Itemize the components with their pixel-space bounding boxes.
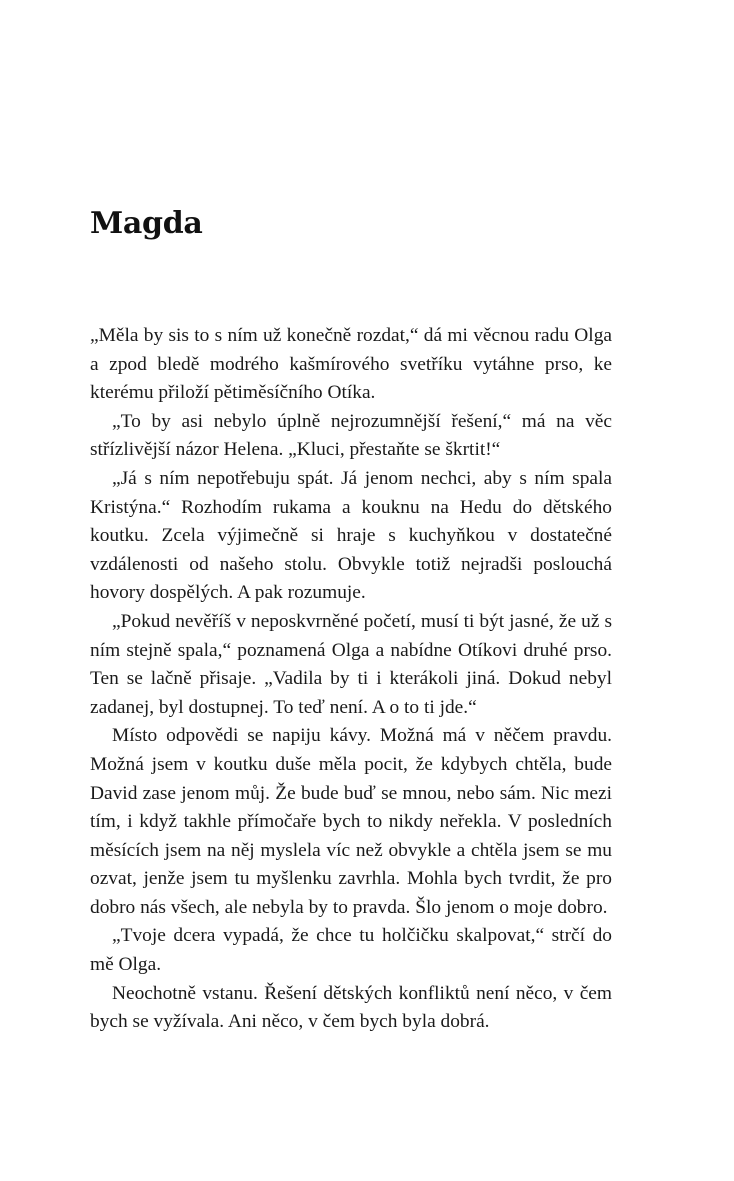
paragraph: „Tvoje dcera vypadá, že chce tu holčičku skalpovat,“ strčí do mě Olga. — [90, 925, 612, 976]
paragraph: „Pokud nevěříš v neposkvrněné početí, musí ti být jasné, že už s ním stejně spala,“ poznamená Olga a nabídne Otíkovi druhé prso. Ten se lačně přisaje. „Vadila by ti i kterákoli jiná. Dokud nebyl zadanej, byl dostupnej. To teď není. A o to ti jde.“ — [90, 610, 612, 718]
paragraph: „Měla by sis to s ním už konečně rozdat,“ dá mi věcnou radu Olga a zpod bledě modrého kašmírového svetříku vytáhne prso, ke kterému přiloží pětiměsíčního Otíka. — [90, 325, 612, 404]
paragraph: „Já s ním nepotřebuju spát. Já jenom nechci, aby s ním spala Kristýna.“ Rozhodím rukama a kouknu na Hedu do dětského koutku. Zcela výjimečně si hraje s kuchyňkou v dostatečné vzdálenosti od našeho stolu. Obvykle totiž nejradši poslouchá hovory dospělých. A pak rozumuje. — [90, 467, 612, 604]
paragraph: Neochotně vstanu. Řešení dětských konfliktů není něco, v čem bych se vyžívala. Ani něco, v čem bych byla dobrá. — [90, 982, 612, 1033]
paragraph: Místo odpovědi se napiju kávy. Možná má v něčem pravdu. Možná jsem v koutku duše měla pocit, že kdybych chtěla, bude David zase jenom můj. Že bude buď se mnou, nebo sám. Nic mezi tím, i když takhle přímočaře bych to nikdy neřekla. V posledních měsících jsem na něj myslela víc než obvykle a chtěla jsem se mu ozvat, jenže jsem tu myšlenku zavrhla. Mohla bych tvrdit, že pro dobro nás všech, ale nebyla by to pravda. Šlo jenom o moje dobro. — [90, 725, 612, 918]
chapter-body — [90, 322, 612, 1037]
paragraph: „To by asi nebylo úplně nejrozumnější řešení,“ má na věc střízlivější názor Helena. „Kluci, přestaňte se škrtit!“ — [90, 410, 612, 461]
chapter-title: Magda — [90, 206, 203, 241]
